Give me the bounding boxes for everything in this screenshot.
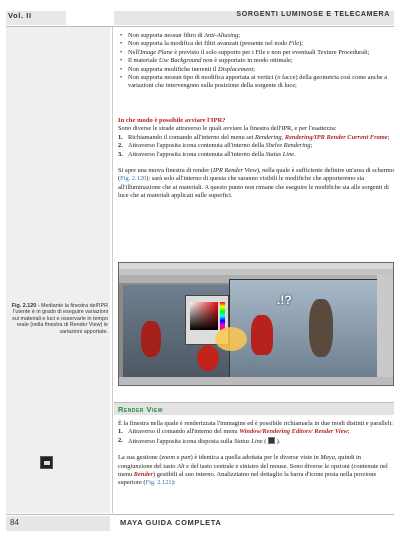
section-paragraph: La sua gestione (zoom e pan) è identica a quella adottata per le diverse viste in Maya, quindi in congiunzione del tasto Alt e del tasto centrale e sinistro del mouse. Sono diverse le opzioni (contenute nel menu Render) gestibili al suo interno. Analizziamo nel dettaglio la barra d'icone posta nella porzione superiore (Fig. 2.121): <box>118 454 388 487</box>
footer-book-title: MAYA GUIDA COMPLETA <box>120 518 222 527</box>
list-item: 3. Attraverso l'apposita icona contenuta all'interno della Status Line. <box>118 150 296 158</box>
render-view-icon <box>40 456 53 469</box>
left-margin-panel <box>6 27 110 513</box>
render-view-steps <box>118 428 394 446</box>
page-number: 84 <box>10 518 19 527</box>
list-item: 1. Richiamando il comando all'interno del menu set Rendering, Rendering/IPR Render Current Frame; <box>118 133 390 141</box>
list-item: 2. Attraverso l'apposita icona contenuta all'interno della Shelve Rendering; <box>118 142 313 150</box>
footer-divider <box>6 514 394 515</box>
list-item: 2. Attraverso l'apposita icona disposta sulla Status Line ( ). <box>118 436 281 445</box>
margin-divider <box>112 27 113 513</box>
list-item: 1. Attraverso il comando all'interno del menu Window/Rendering Editors/ Render View; <box>118 428 350 436</box>
attribute-editor-panel <box>377 275 393 381</box>
ipr-steps <box>118 134 394 159</box>
character-shape <box>251 315 273 355</box>
list-item: • Non supporta modifiche inerenti il Displacement; <box>118 66 394 74</box>
figure-caption: Fig. 2.120 - Mediante la finestra dell'IPR l'utente è in grado di eseguire variazioni sui materiali e luci e osservarle in tempo reale (nella finestra di Render View) le variazioni apportate. <box>11 303 108 335</box>
character-shape <box>309 299 333 357</box>
list-item: • Il materiale Use Background non è supportato in modo ottimale; <box>118 57 394 65</box>
section-heading: In che modo è possibile avviare l'IPR? <box>118 117 226 124</box>
list-item: • Nell'Image Plane è previsto il solo supporto per i File e non per eventuali Texture Procedurali; <box>118 49 394 57</box>
hue-slider <box>220 302 225 330</box>
list-item: • Non supporta la modifica dei filtri avanzati (presente nel nodo File); <box>118 40 394 48</box>
list-item: • Non supporta nessun tipo di modifica apportata ai vertici (o facce) della geometria così come anche a variazioni che intervengono sulla posizione della sorgente di luce; <box>118 74 394 91</box>
footer-page-box <box>6 516 110 531</box>
ipr-section <box>118 117 394 201</box>
time-slider <box>119 377 393 385</box>
header-volume: Vol. II <box>8 11 32 20</box>
ipr-screenshot-figure <box>118 262 394 386</box>
character-shape <box>197 345 219 371</box>
render-view-icon <box>268 437 275 444</box>
character-shape <box>141 321 161 357</box>
section-paragraph: Si apre una nuova finestra di render (IPR Render View), nella quale è sufficiente definire un'area di schermo (Fig. 2.120): sarà solo all'interno di questa che saranno visibili le modifiche che apporteremo sia all'illuminazione che ai materiali. A questo punto non rimane che eseguire le modifiche sia alle sorgenti di luce che ai materiali applicati sulle superfici. <box>118 167 394 200</box>
speech-overlay-text: .!? <box>277 293 292 307</box>
limitations-list <box>118 32 394 91</box>
render-view-section <box>118 420 394 488</box>
header-chapter: SORGENTI LUMINOSE E TELECAMERA <box>236 11 390 18</box>
section-intro: Sono diverse le strade attraverso le quali avviare la finestra dell'IPR, e per l'esattezza: <box>118 125 337 133</box>
section-intro: È la finestra nella quale è renderizzata l'immagine ed è possibile richiamarla in due modi distinti e paralleli: <box>118 420 393 427</box>
color-picker-square <box>190 302 218 330</box>
figure-reference-link[interactable]: Fig. 2.121 <box>145 479 172 487</box>
list-item: • Non supporta nessun filtro di Anti-Aliasing; <box>118 32 394 40</box>
render-view-heading: Render View <box>118 405 163 414</box>
highlight-arrow <box>215 327 247 351</box>
limitations-list-block <box>118 32 394 91</box>
figure-reference-link[interactable]: Fig. 2.120 <box>120 175 147 183</box>
